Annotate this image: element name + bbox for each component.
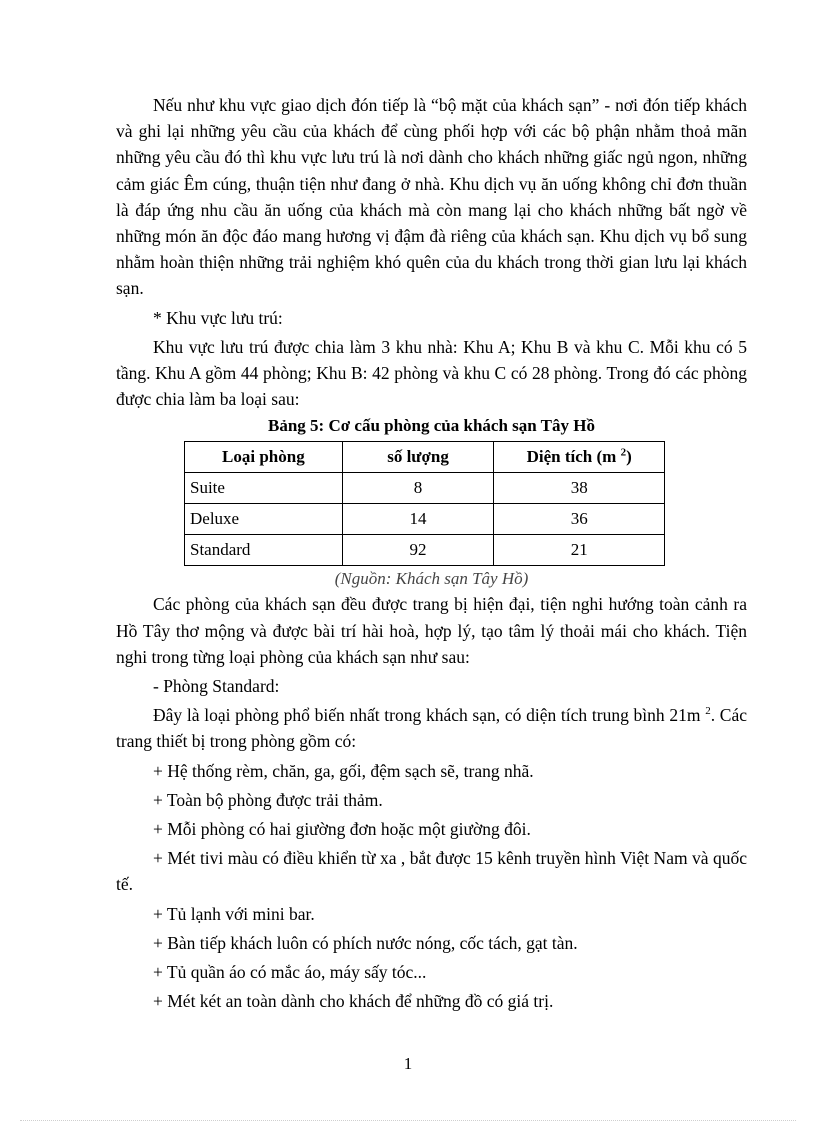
table-row: [185, 473, 665, 504]
cell-quantity: 14: [342, 504, 494, 535]
section-heading-accommodation: * Khu vực lưu trú:: [153, 307, 283, 328]
table-row: [185, 535, 665, 566]
standard-room-paragraph: Đây là loại phòng phổ biến nhất trong khách sạn, có diện tích trung bình 21m $^2$. Các trang thiết bị trong phòng gồm có:: [116, 705, 747, 752]
document-page: [116, 92, 747, 1014]
cell-room-type: Suite: [185, 473, 343, 504]
list-item: + Tủ lạnh với mini bar.: [153, 903, 315, 924]
cell-room-type: Deluxe: [185, 504, 343, 535]
page-bottom-divider: [20, 1120, 796, 1121]
cell-quantity: 92: [342, 535, 494, 566]
standard-room-heading: - Phòng Standard:: [153, 676, 280, 697]
cell-room-type: Standard: [185, 535, 343, 566]
list-item: + Mét két an toàn dành cho khách để những đồ có giá trị.: [153, 991, 554, 1012]
table-row: [185, 504, 665, 535]
page-number: 1: [403, 1054, 413, 1073]
list-item: + Toàn bộ phòng được trải thảm.: [153, 789, 383, 810]
list-item: + Bàn tiếp khách luôn có phích nước nóng, cốc tách, gạt tàn.: [153, 932, 578, 953]
cell-quantity: 8: [342, 473, 494, 504]
list-item: + Hệ thống rèm, chăn, ga, gối, đệm sạch sẽ, trang nhã.: [153, 760, 534, 781]
table-caption: Bảng 5: Cơ cấu phòng của khách sạn Tây Hồ: [268, 416, 595, 436]
header-area: Diện tích (m $^2$): [494, 442, 665, 473]
list-item: + Mét tivi màu có điều khiển từ xa , bắt được 15 kênh truyền hình Việt Nam và quốc tế.: [116, 848, 747, 895]
accommodation-paragraph: Khu vực lưu trú được chia làm 3 khu nhà: Khu A; Khu B và khu C. Mỗi khu có 5 tầng. Khu A gồm 44 phòng; Khu B: 42 phòng và khu C có 28 phòng. Trong đó các phòng được chia làm ba loại sau:: [116, 336, 747, 410]
list-item: + Mỗi phòng có hai giường đơn hoặc một giường đôi.: [153, 819, 531, 840]
rooms-paragraph: Các phòng của khách sạn đều được trang bị hiện đại, tiện nghi hướng toàn cảnh ra Hồ Tây thơ mộng và được bài trí hài hoà, hợp lý, tạo tâm lý thoải mái cho khách. Tiện nghi trong từng loại phòng của khách sạn như sau:: [116, 594, 747, 667]
intro-paragraph: Nếu như khu vực giao dịch đón tiếp là “bộ mặt của khách sạn” - nơi đón tiếp khách và ghi lại những yêu cầu của khách để cùng phối hợp với các bộ phận nhằm thoả mãn những yêu cầu đó thì khu vực lưu trú là nơi dành cho khách những giấc ngủ ngon, những cảm giác Êm cúng, thuận tiện như đang ở nhà. Khu dịch vụ ăn uống không chỉ đơn thuần là đáp ứng nhu cầu ăn uống của khách mà còn mang lại cho khách những bất ngờ về những món ăn độc đáo mang hương vị đậm đà riêng của khách sạn. Khu dịch vụ bổ sung nhằm hoàn thiện những trải nghiệm khó quên của du khách trong thời gian lưu lại khách sạn.: [116, 95, 747, 299]
room-structure-table: [184, 441, 665, 566]
header-quantity: số lượng: [342, 442, 494, 473]
cell-area: 38: [494, 473, 665, 504]
list-item: + Tủ quần áo có mắc áo, máy sấy tóc...: [153, 962, 427, 983]
cell-area: 21: [494, 535, 665, 566]
table-header-row: [185, 442, 665, 473]
table-source: (Nguồn: Khách sạn Tây Hồ): [334, 569, 529, 589]
cell-area: 36: [494, 504, 665, 535]
header-room-type: Loại phòng: [185, 442, 343, 473]
